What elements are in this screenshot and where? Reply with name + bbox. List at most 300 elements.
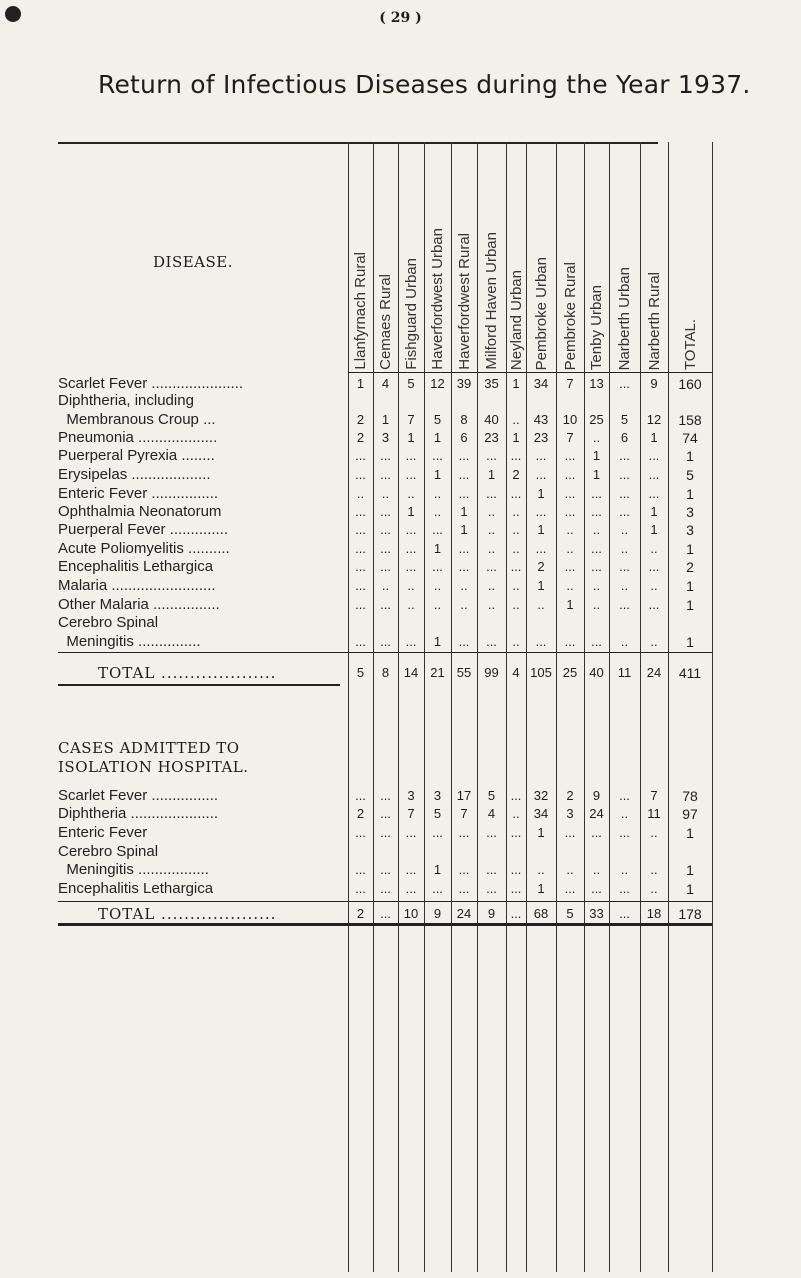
column-header	[506, 142, 526, 370]
table-cell: 8	[381, 665, 390, 680]
table-cell: ..	[620, 541, 629, 556]
table-cell: 9	[487, 906, 496, 921]
row-label: Meningitis .................	[58, 861, 209, 878]
column-header-label: Neyland Urban	[507, 269, 525, 370]
table-cell: ...	[380, 504, 391, 519]
row-total-cell: 74	[682, 430, 698, 446]
table-cell: 14	[403, 665, 419, 680]
row-total-cell: 1	[686, 825, 694, 841]
table-cell: ...	[486, 559, 497, 574]
column-divider	[526, 142, 527, 1272]
table-cell: 11	[617, 665, 632, 680]
table-cell: 5	[433, 412, 442, 427]
column-divider	[451, 142, 452, 1272]
table-cell: 7	[650, 788, 658, 803]
table-cell: ...	[486, 634, 497, 649]
table-cell: ...	[380, 559, 391, 574]
table-cell: 1	[592, 448, 601, 463]
table-cell: 9	[650, 376, 658, 391]
table-cell: ...	[355, 634, 366, 649]
table-cell: 105	[530, 665, 552, 680]
column-header-label: TOTAL.	[681, 318, 699, 370]
row-total-cell: 158	[678, 412, 702, 428]
column-header-label: Fishguard Urban	[402, 258, 420, 370]
row-total-cell: 178	[678, 906, 702, 922]
column-divider	[477, 142, 478, 1272]
table-cell: 2	[566, 788, 574, 803]
table-cell: 34	[533, 376, 549, 391]
table-cell: 1	[433, 467, 442, 482]
table-cell: ...	[619, 597, 630, 612]
table-cell: 5	[433, 806, 442, 821]
section1-total-top-rule	[58, 652, 712, 653]
table-cell: 5	[566, 906, 574, 921]
table-cell: 13	[589, 376, 604, 391]
table-cell: 1	[407, 504, 415, 519]
table-cell: ...	[619, 448, 630, 463]
table-cell: 1	[407, 430, 415, 445]
column-header	[477, 142, 506, 370]
table-cell: 4	[381, 376, 390, 391]
table-cell: 1	[460, 522, 468, 537]
table-cell: ...	[355, 825, 366, 840]
table-cell: ...	[486, 862, 497, 877]
table-cell: ...	[355, 788, 366, 803]
column-divider	[348, 142, 349, 1272]
page-number: ( 29 )	[379, 10, 422, 26]
table-cell: 2	[356, 430, 365, 445]
table-cell: ..	[512, 522, 520, 537]
row-label: Scarlet Fever ................	[58, 787, 219, 804]
table-cell: ...	[405, 541, 417, 556]
column-header	[640, 142, 668, 370]
row-label: Enteric Fever ................	[58, 485, 219, 502]
table-cell: ...	[564, 504, 576, 519]
table-cell: ..	[512, 597, 520, 612]
table-cell: 1	[512, 376, 520, 391]
section1-total-bottom-rule	[58, 684, 340, 686]
row-total-cell: 160	[678, 376, 702, 392]
table-cell: ..	[566, 862, 574, 877]
column-header	[526, 142, 556, 370]
table-cell: ...	[458, 634, 470, 649]
table-cell: ...	[405, 881, 417, 896]
table-cell: ...	[432, 825, 443, 840]
table-cell: ...	[564, 467, 576, 482]
table-cell: ...	[564, 825, 576, 840]
table-cell: 5	[487, 788, 496, 803]
row-label: Diphtheria, including	[58, 392, 194, 409]
table-cell: 6	[460, 430, 468, 445]
table-cell: 6	[620, 430, 629, 445]
table-cell: ...	[458, 541, 470, 556]
table-cell: ..	[512, 634, 520, 649]
column-divider	[640, 142, 641, 1272]
column-header-label: Milford Haven Urban	[483, 232, 500, 370]
table-cell: ...	[458, 881, 470, 896]
table-cell: ...	[535, 541, 547, 556]
column-header-label: Llanfyrnach Rural	[352, 252, 369, 370]
table-cell: ...	[380, 634, 391, 649]
table-cell: ...	[535, 504, 547, 519]
table-cell: ...	[510, 862, 522, 877]
column-header	[584, 142, 609, 370]
table-cell: ...	[405, 467, 417, 482]
section-heading: ISOLATION HOSPITAL.	[58, 758, 249, 776]
row-label: Diphtheria .....................	[58, 805, 219, 822]
table-cell: ..	[620, 806, 629, 821]
table-cell: ...	[619, 376, 630, 391]
column-header	[668, 142, 712, 370]
table-cell: ..	[512, 806, 520, 821]
table-cell: ..	[566, 578, 574, 593]
table-cell: ...	[591, 504, 602, 519]
table-cell: ...	[619, 467, 630, 482]
table-cell: ...	[648, 448, 660, 463]
table-cell: 7	[407, 412, 415, 427]
row-total-cell: 3	[686, 522, 694, 538]
table-cell: ...	[619, 881, 630, 896]
table-cell: ...	[591, 559, 602, 574]
column-divider	[556, 142, 557, 1272]
table-cell: 1	[537, 486, 545, 501]
table-cell: ..	[650, 578, 658, 593]
table-cell: ...	[458, 486, 470, 501]
table-cell: ..	[537, 862, 545, 877]
table-cell: ...	[380, 788, 391, 803]
row-total-cell: 1	[686, 597, 694, 613]
row-total-cell: 1	[686, 448, 694, 464]
table-cell: 9	[433, 906, 442, 921]
table-cell: ...	[510, 881, 522, 896]
table-cell: 12	[430, 376, 445, 391]
table-cell: 1	[537, 881, 545, 896]
column-divider	[373, 142, 374, 1272]
row-label: Enteric Fever	[58, 824, 148, 841]
table-cell: ...	[510, 486, 522, 501]
table-cell: ...	[619, 504, 630, 519]
table-cell: ...	[355, 559, 366, 574]
row-total-cell: 1	[686, 486, 694, 502]
table-cell: 1	[433, 634, 442, 649]
table-cell: ..	[512, 578, 520, 593]
table-cell: 7	[460, 806, 468, 821]
column-divider	[506, 142, 507, 1272]
row-label: Erysipelas ...................	[58, 466, 211, 483]
table-cell: ...	[591, 541, 602, 556]
table-cell: ...	[432, 559, 443, 574]
table-cell: 99	[484, 665, 499, 680]
table-cell: ..	[407, 486, 415, 501]
table-cell: 24	[646, 665, 662, 680]
table-cell: ...	[619, 825, 630, 840]
table-cell: ..	[433, 597, 442, 612]
table-cell: 10	[403, 906, 419, 921]
table-cell: ...	[458, 448, 470, 463]
table-cell: 34	[533, 806, 549, 821]
table-cell: ...	[355, 448, 366, 463]
table-cell: 1	[487, 467, 496, 482]
table-cell: ...	[355, 862, 366, 877]
table-cell: ..	[566, 522, 574, 537]
table-cell: ...	[380, 825, 391, 840]
table-bottom-rule	[58, 923, 712, 926]
table-cell: ...	[458, 825, 470, 840]
column-header	[451, 142, 477, 370]
table-cell: ...	[591, 825, 602, 840]
table-cell: 24	[456, 906, 472, 921]
table-cell: ..	[566, 541, 574, 556]
table-cell: ...	[591, 634, 602, 649]
table-cell: ..	[592, 597, 601, 612]
table-cell: ...	[535, 634, 547, 649]
table-cell: 1	[650, 504, 658, 519]
row-label: Puerperal Fever ..............	[58, 521, 229, 538]
table-cell: ..	[620, 862, 629, 877]
table-cell: ..	[592, 430, 601, 445]
row-label: Cerebro Spinal	[58, 614, 159, 631]
column-divider	[398, 142, 399, 1272]
column-divider	[424, 142, 425, 1272]
column-header-label: Haverfordwest Rural	[455, 233, 473, 370]
table-cell: ...	[486, 825, 497, 840]
row-total-cell: 5	[686, 467, 694, 483]
table-cell: ...	[619, 788, 630, 803]
table-cell: ...	[432, 881, 443, 896]
table-cell: ...	[355, 541, 366, 556]
table-cell: ...	[380, 881, 391, 896]
table-cell: ...	[564, 448, 576, 463]
table-cell: ...	[405, 448, 417, 463]
table-cell: 10	[562, 412, 578, 427]
table-cell: 1	[592, 467, 601, 482]
table-cell: 33	[589, 906, 604, 921]
table-cell: ...	[380, 806, 391, 821]
column-divider	[712, 142, 713, 1272]
table-cell: ..	[487, 504, 496, 519]
row-label: Puerperal Pyrexia ........	[58, 447, 215, 464]
table-cell: ...	[510, 906, 522, 921]
table-cell: ...	[355, 504, 366, 519]
table-cell: ...	[510, 559, 522, 574]
row-total-cell: 2	[686, 559, 694, 575]
table-cell: ..	[620, 634, 629, 649]
table-cell: ..	[407, 597, 415, 612]
table-cell: ..	[356, 486, 365, 501]
column-header-label: Tenby Urban	[588, 284, 605, 370]
table-cell: ...	[405, 862, 417, 877]
page-title: Return of Infectious Diseases during the Year 1937.	[98, 70, 751, 99]
table-cell: ..	[460, 597, 468, 612]
table-cell: 17	[456, 788, 472, 803]
table-cell: ...	[432, 522, 443, 537]
table-cell: ...	[458, 862, 470, 877]
table-cell: 1	[537, 825, 545, 840]
table-cell: ..	[650, 881, 658, 896]
table-cell: ...	[405, 559, 417, 574]
table-cell: ...	[380, 541, 391, 556]
table-cell: 2	[356, 906, 365, 921]
row-total-cell: 1	[686, 862, 694, 878]
table-cell: 3	[433, 788, 442, 803]
table-cell: ...	[355, 881, 366, 896]
column-divider	[609, 142, 610, 1272]
column-header	[424, 142, 451, 370]
table-cell: ..	[381, 486, 390, 501]
table-cell: ...	[564, 559, 576, 574]
table-cell: ...	[380, 522, 391, 537]
total-row-label: TOTAL ....................	[98, 664, 277, 682]
table-cell: 40	[589, 665, 604, 680]
table-cell: ..	[487, 541, 496, 556]
table-cell: ...	[458, 559, 470, 574]
table-cell: ..	[650, 541, 658, 556]
table-cell: 1	[512, 430, 520, 445]
table-cell: ..	[650, 862, 658, 877]
table-cell: 12	[646, 412, 662, 427]
table-cell: ...	[619, 906, 630, 921]
table-cell: 1	[433, 541, 442, 556]
table-cell: 4	[512, 665, 520, 680]
table-cell: ..	[512, 541, 520, 556]
table-cell: ..	[512, 412, 520, 427]
column-header-label: Narberth Rural	[645, 271, 663, 370]
table-cell: ..	[512, 504, 520, 519]
table-cell: 7	[407, 806, 415, 821]
table-cell: ...	[486, 448, 497, 463]
table-cell: ...	[510, 448, 522, 463]
column-header	[398, 142, 424, 370]
table-cell: ...	[564, 634, 576, 649]
table-cell: ..	[433, 486, 442, 501]
row-label: Encephalitis Lethargica	[58, 558, 214, 575]
table-cell: 1	[650, 430, 658, 445]
row-total-cell: 411	[678, 665, 702, 681]
total-row-label: TOTAL ....................	[98, 905, 277, 923]
table-cell: ...	[510, 788, 522, 803]
table-cell: ...	[432, 448, 443, 463]
column-header	[373, 142, 398, 370]
table-cell: 1	[433, 430, 442, 445]
table-cell: ...	[380, 862, 391, 877]
row-total-cell: 1	[686, 578, 694, 594]
column-divider	[668, 142, 669, 1272]
table-cell: 5	[356, 665, 365, 680]
table-cell: 32	[533, 788, 549, 803]
table-cell: ...	[535, 448, 547, 463]
row-label: Other Malaria ................	[58, 596, 220, 613]
disease-column-header: DISEASE.	[153, 253, 234, 271]
table-cell: 7	[566, 430, 574, 445]
table-cell: 3	[381, 430, 390, 445]
table-cell: 5	[407, 376, 415, 391]
table-cell: ...	[380, 467, 391, 482]
table-cell: 1	[356, 376, 365, 391]
table-cell: ...	[486, 881, 497, 896]
table-cell: ...	[619, 486, 630, 501]
table-cell: 2	[356, 412, 365, 427]
column-divider	[584, 142, 585, 1272]
table-cell: 9	[592, 788, 601, 803]
row-label: Meningitis ...............	[58, 633, 201, 650]
table-cell: 23	[484, 430, 499, 445]
table-cell: 5	[620, 412, 629, 427]
table-cell: 11	[647, 806, 661, 821]
table-cell: ...	[355, 467, 366, 482]
table-cell: ...	[510, 825, 522, 840]
row-total-cell: 1	[686, 634, 694, 650]
table-cell: ...	[564, 486, 576, 501]
table-cell: 1	[650, 522, 658, 537]
table-cell: ..	[487, 522, 496, 537]
column-header	[348, 142, 373, 370]
table-cell: ...	[648, 486, 660, 501]
row-total-cell: 97	[682, 806, 698, 822]
table-cell: 1	[537, 522, 545, 537]
table-cell: 39	[456, 376, 472, 391]
table-cell: ...	[405, 522, 417, 537]
table-cell: ..	[407, 578, 415, 593]
column-header	[556, 142, 584, 370]
table-cell: ...	[355, 522, 366, 537]
table-cell: 21	[430, 665, 445, 680]
row-label: Scarlet Fever ......................	[58, 375, 244, 392]
table-cell: ...	[405, 825, 417, 840]
table-cell: ...	[591, 881, 602, 896]
table-cell: 55	[456, 665, 472, 680]
table-cell: ...	[405, 634, 417, 649]
table-cell: ..	[487, 597, 496, 612]
column-header-label: Cemaes Rural	[377, 274, 394, 370]
row-label: Cerebro Spinal	[58, 843, 159, 860]
table-cell: 25	[562, 665, 578, 680]
table-cell: 2	[356, 806, 365, 821]
table-cell: ...	[380, 448, 391, 463]
column-header-label: Narberth Urban	[616, 266, 633, 370]
table-cell: 1	[566, 597, 574, 612]
table-cell: 3	[407, 788, 415, 803]
table-cell: 18	[646, 906, 662, 921]
table-cell: 2	[512, 467, 520, 482]
table-cell: 40	[484, 412, 499, 427]
table-cell: ..	[381, 578, 390, 593]
row-label: Ophthalmia Neonatorum	[58, 503, 222, 520]
column-header	[609, 142, 640, 370]
row-total-cell: 78	[682, 788, 698, 804]
section-heading: CASES ADMITTED TO	[58, 739, 240, 757]
column-header-label: Pembroke Urban	[532, 256, 550, 370]
table-cell: 23	[533, 430, 549, 445]
table-cell: 4	[487, 806, 496, 821]
table-cell: 8	[460, 412, 468, 427]
row-label: Acute Poliomyelitis ..........	[58, 540, 230, 557]
row-total-cell: 1	[686, 541, 694, 557]
table-cell: 1	[460, 504, 468, 519]
table-cell: ...	[564, 881, 576, 896]
table-cell: ..	[592, 862, 601, 877]
table-cell: ..	[592, 578, 601, 593]
row-label: Pneumonia ...................	[58, 429, 218, 446]
table-cell: ...	[648, 559, 660, 574]
table-cell: 1	[381, 412, 390, 427]
table-cell: 1	[433, 862, 442, 877]
table-cell: ...	[486, 486, 497, 501]
table-cell: 25	[589, 412, 604, 427]
row-label: Malaria .........................	[58, 577, 216, 594]
column-header-label: Haverfordwest Urban	[429, 228, 446, 370]
table-cell: ..	[433, 504, 442, 519]
table-cell: ...	[380, 906, 391, 921]
